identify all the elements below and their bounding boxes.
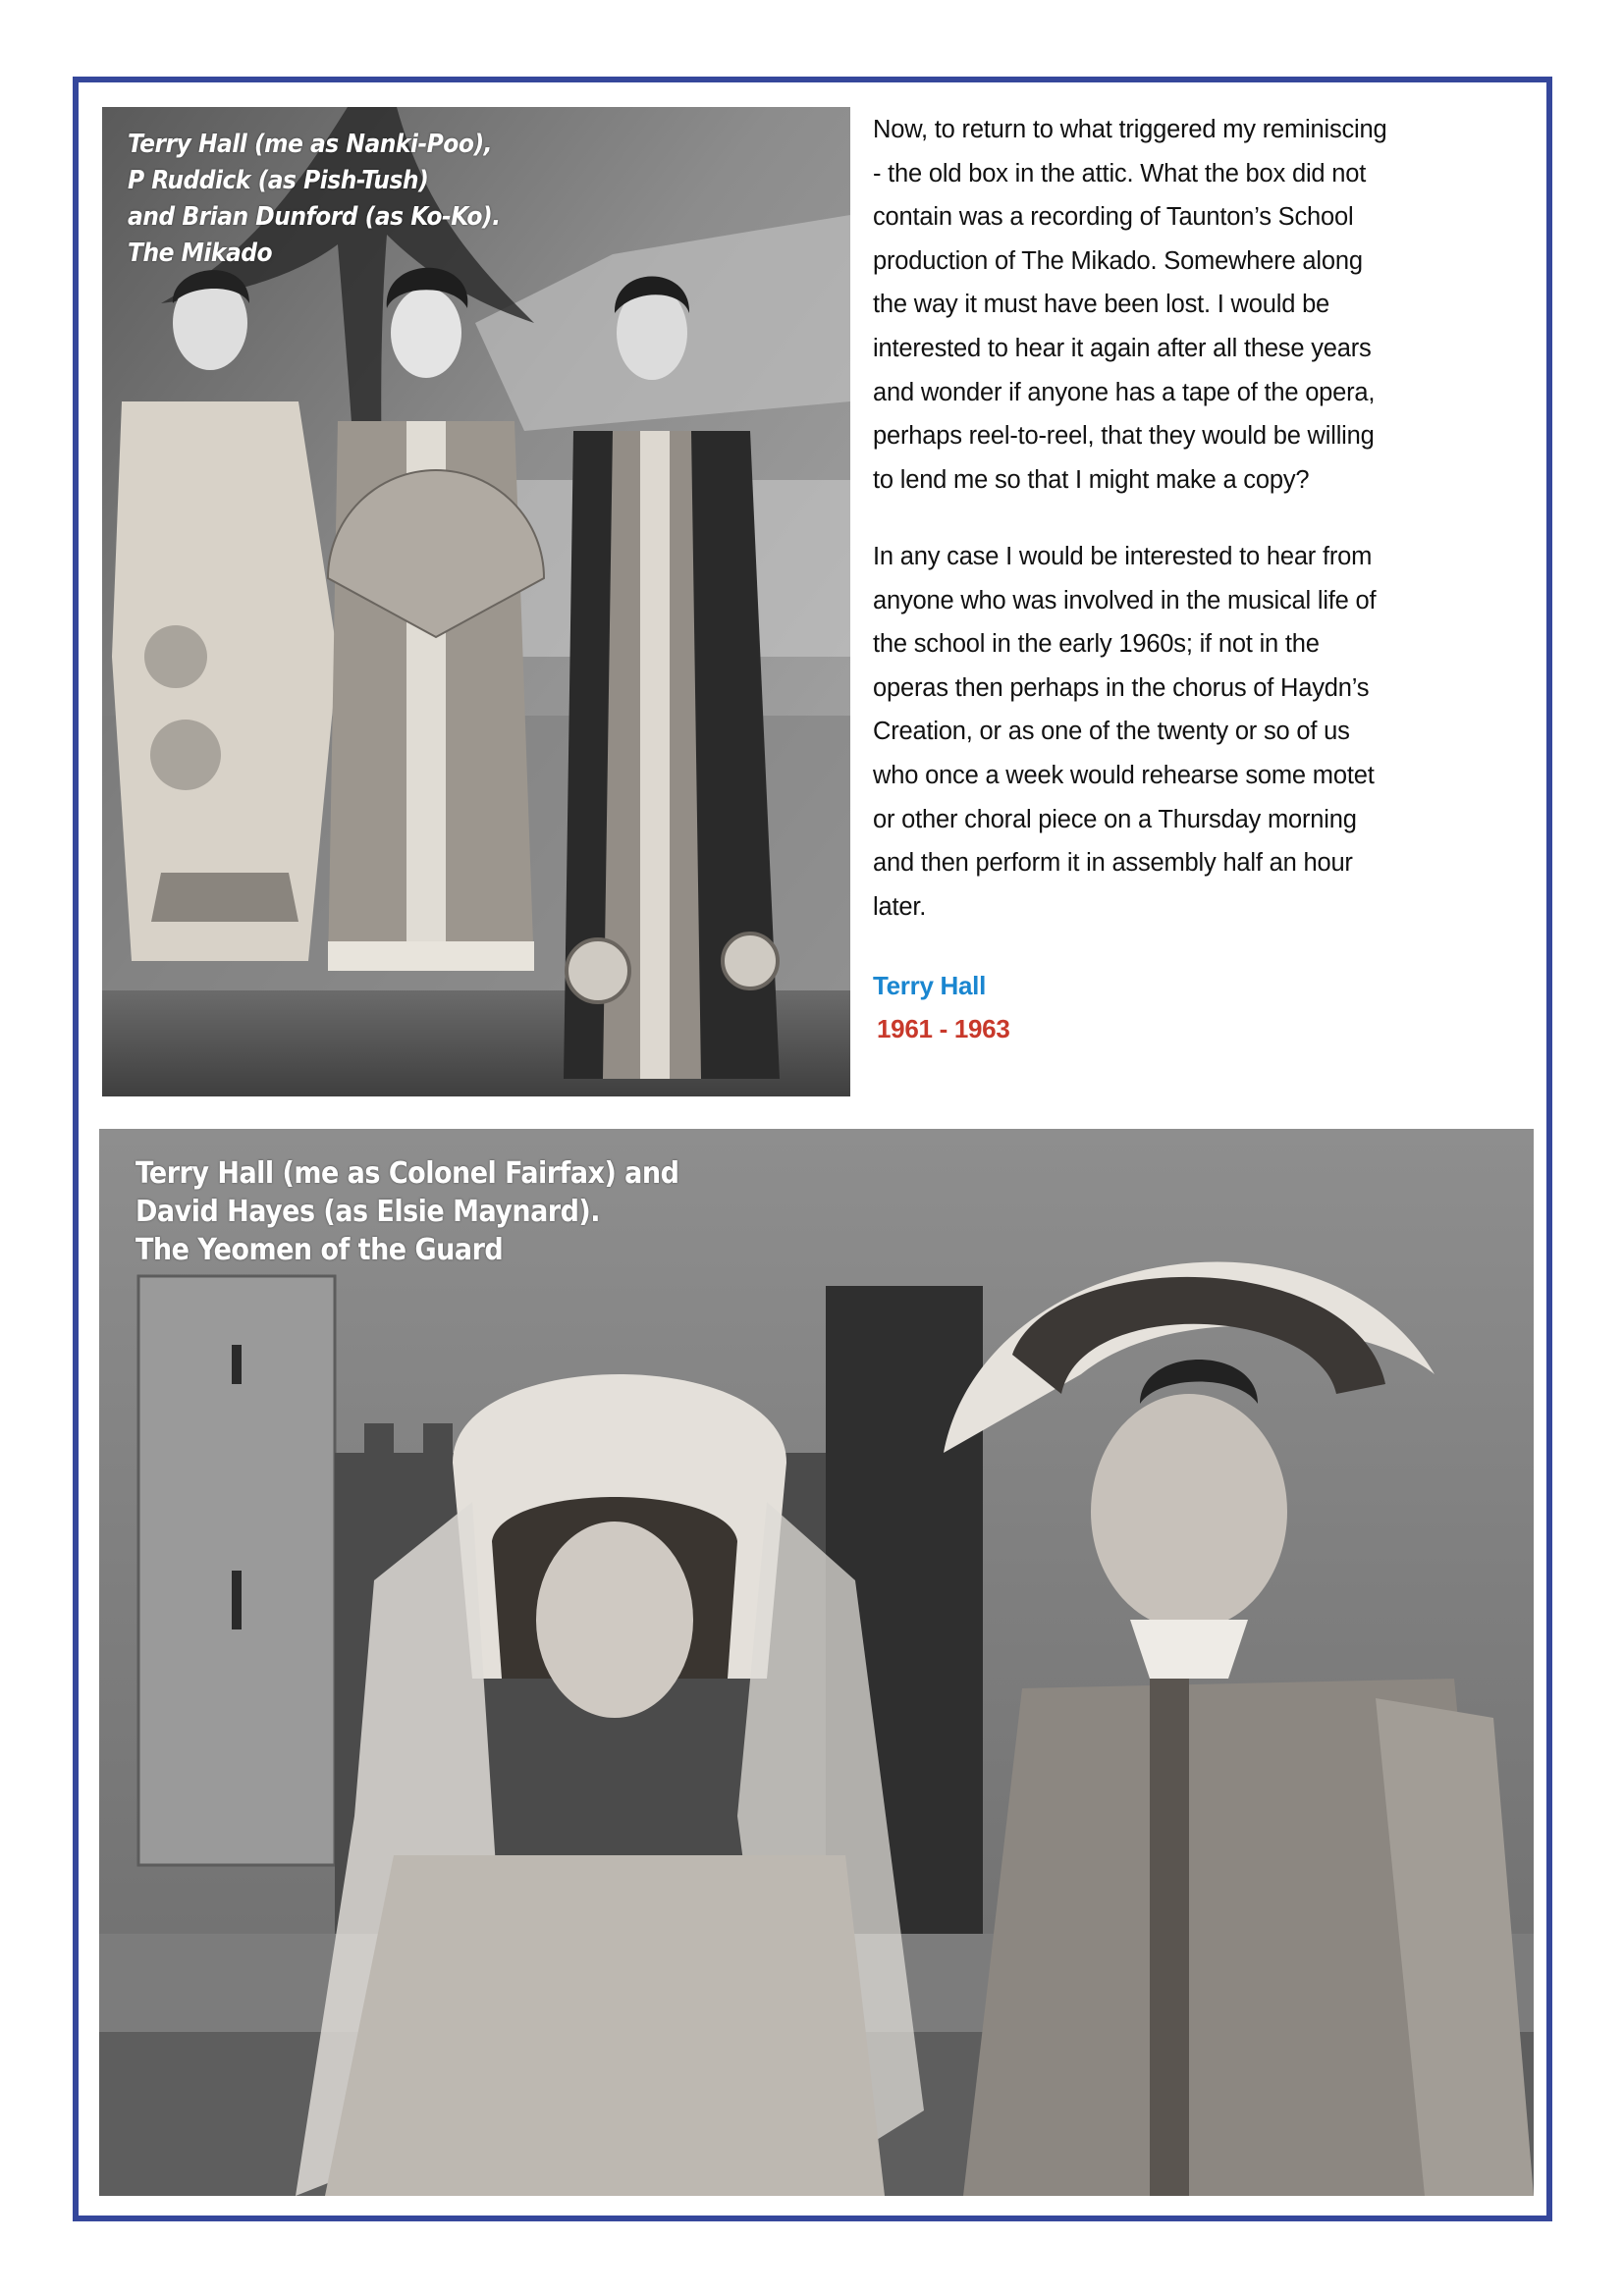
text-line: anyone who was involved in the musical life of (873, 586, 1377, 614)
text-line: operas then perhaps in the chorus of Haydn’s (873, 673, 1370, 702)
signature-years: 1961 - 1963 (877, 1014, 1010, 1043)
text-line: later. (873, 892, 927, 921)
text-line: perhaps reel-to-reel, that they would be willing (873, 422, 1375, 451)
text-line: or other choral piece on a Thursday morning (873, 805, 1357, 833)
text-line: interested to hear it again after all these years (873, 334, 1372, 362)
signature-name: Terry Hall (873, 971, 987, 1000)
text-line: Now, to return to what triggered my reminiscing (873, 116, 1387, 143)
text-line: In any case I would be interested to hear from (873, 543, 1373, 570)
text-line: contain was a recording of Taunton’s School (873, 203, 1354, 232)
mikado-caption-line: Terry Hall (me as Nanki-Poo), (128, 130, 493, 159)
mikado-caption-line: The Mikado (128, 239, 273, 268)
text-line: - the old box in the attic. What the box did not (873, 159, 1367, 187)
article-paragraph-2 (873, 535, 1521, 929)
mikado-caption-line: P Ruddick (as Pish-Tush) (128, 166, 429, 195)
yeomen-photo (99, 1129, 1534, 2196)
yeomen-caption-line: Terry Hall (me as Colonel Fairfax) and (135, 1156, 679, 1191)
yeomen-caption-line: David Hayes (as Elsie Maynard). (135, 1195, 600, 1229)
article-paragraph-1 (873, 108, 1521, 502)
text-line: to lend me so that I might make a copy? (873, 465, 1310, 494)
text-line: and then perform it in assembly half an hour (873, 849, 1353, 878)
yeomen-photo-image (99, 1129, 1534, 2196)
text-line: Creation, or as one of the twenty or so of us (873, 718, 1350, 746)
text-line: who once a week would rehearse some motet (873, 761, 1375, 789)
mikado-caption (128, 127, 501, 272)
mikado-photo (102, 107, 850, 1096)
text-line: production of The Mikado. Somewhere along (873, 246, 1363, 275)
mikado-caption-line: and Brian Dunford (as Ko-Ko). (128, 202, 501, 232)
text-line: and wonder if anyone has a tape of the opera, (873, 378, 1376, 406)
text-line: the way it must have been lost. I would be (873, 291, 1330, 319)
text-line: the school in the early 1960s; if not in the (873, 630, 1320, 659)
yeomen-caption-line: The Yeomen of the Guard (135, 1233, 504, 1267)
yeomen-caption (135, 1154, 678, 1269)
